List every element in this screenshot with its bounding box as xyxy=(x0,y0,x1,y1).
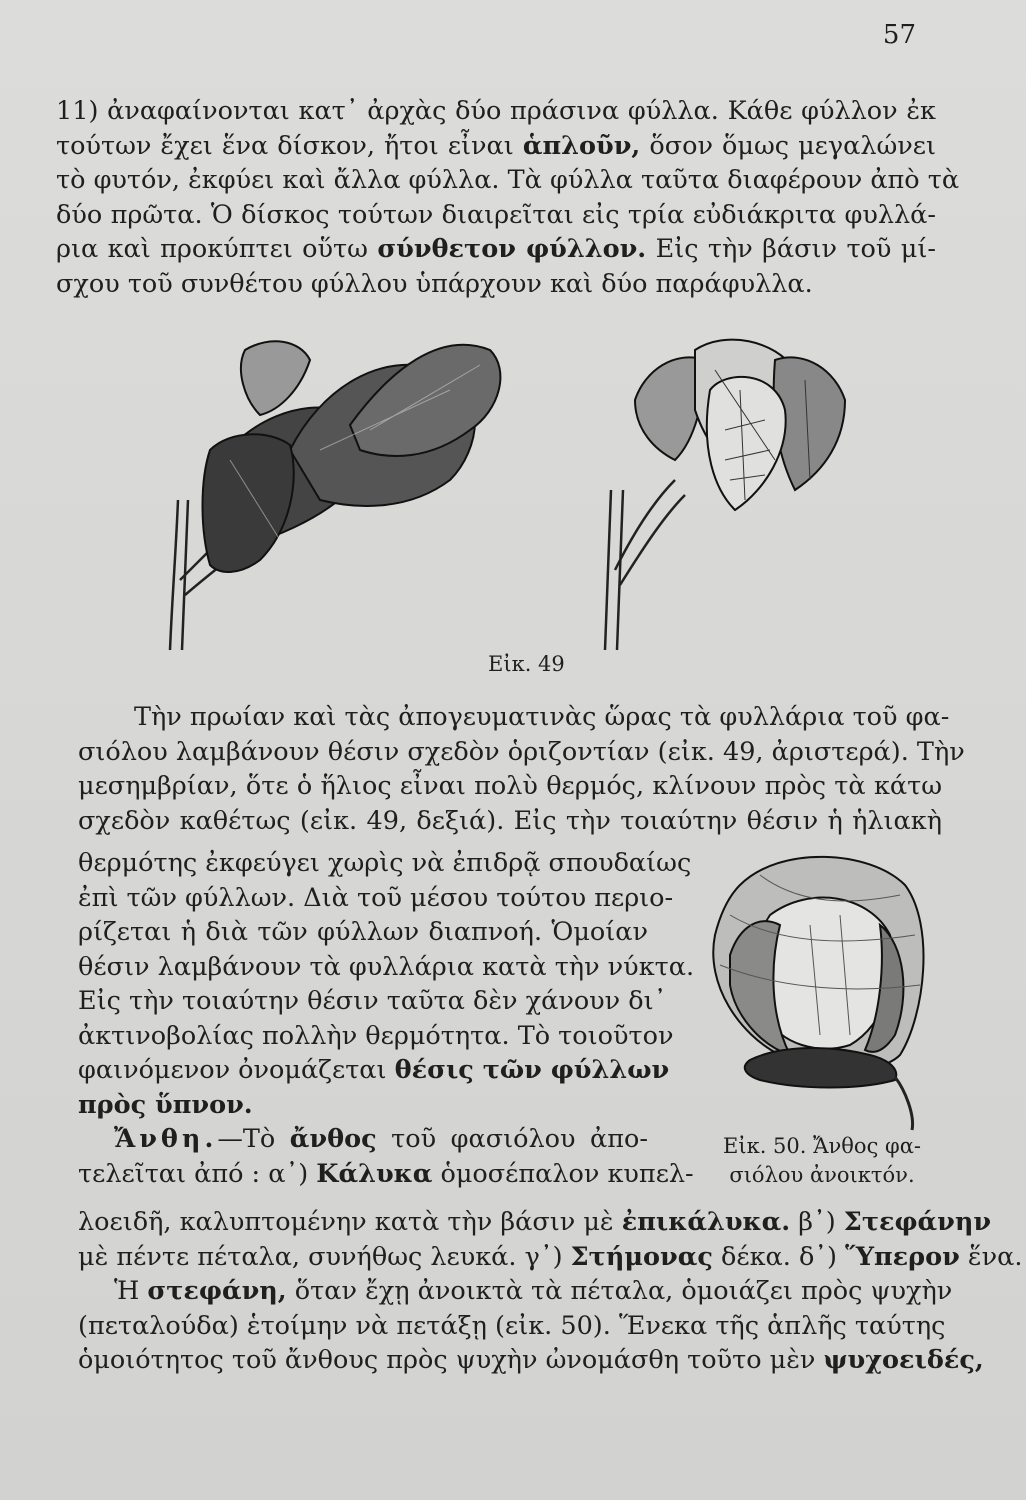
text-line: 11) ἀναφαίνονται κατ᾽ ἀρχὰς δύο πράσινα φύλλα. Κάθε φύλλον ἐκ xyxy=(56,96,936,126)
text-run: δέκα. δ᾽) xyxy=(712,1241,846,1272)
text-line xyxy=(78,1088,648,1123)
text-line xyxy=(78,1274,953,1309)
text-line xyxy=(78,1157,694,1192)
text-run: Ἡ xyxy=(114,1276,148,1306)
text-run: —Τὸ xyxy=(217,1124,290,1154)
text-run: ἕνα. xyxy=(959,1241,1023,1272)
term-compound-leaf: σύνθετον φύλλον. xyxy=(377,234,647,264)
text-line: θερμότης ἐκφεύγει χωρὶς νὰ ἐπιδρᾷ σπουδαίως xyxy=(78,848,692,878)
term-simple: ἁπλοῦν, xyxy=(522,130,641,161)
text-line: σχου τοῦ συνθέτου φύλλου ὑπάρχουν καὶ δύο παράφυλλα. xyxy=(56,268,813,299)
text-line: (πεταλούδα) ἑτοίμην νὰ πετάξῃ (εἰκ. 50). Ἕνεκα τῆς ἁπλῆς ταύτης xyxy=(78,1310,946,1341)
text-line: σιόλου λαμβάνουν θέσιν σχεδὸν ὁριζοντίαν (εἰκ. 49, ἀριστερά). Τὴν xyxy=(78,736,965,767)
text-run: τελεῖται ἀπό : α᾽) xyxy=(78,1158,317,1189)
text-line: σχεδὸν καθέτως (εἰκ. 49, δεξιά). Εἰς τὴν τοιαύτην θέσιν ἡ ἡλιακὴ xyxy=(78,805,942,836)
text-line xyxy=(78,1205,992,1240)
text-run: Εἰς τὴν βάσιν τοῦ μί- xyxy=(646,234,936,264)
text-run: τούτων ἔχει ἕνα δίσκον, ἤτοι εἶναι xyxy=(56,130,523,161)
text-line xyxy=(56,129,936,164)
text-line xyxy=(78,1122,648,1157)
term-corolla-2: στεφάνη, xyxy=(147,1276,287,1306)
term-pistil: Ὕπερον xyxy=(845,1241,960,1272)
term-stamens: Στήμονας xyxy=(570,1241,713,1272)
text-line: μεσημβρίαν, ὅτε ὁ ἥλιος εἶναι πολὺ θερμός, κλίνουν πρὸς τὰ κάτω xyxy=(78,771,942,801)
text-line: Τὴν πρωίαν καὶ τὰς ἀπογευματινὰς ὥρας τὰ φυλλάρια τοῦ φα- xyxy=(134,702,950,732)
paragraph-flower-parts xyxy=(78,1205,1023,1378)
paragraph-simple-compound-leaf xyxy=(56,94,960,301)
figure-50-flower-illustration xyxy=(700,845,940,1135)
text-run: ὅσον ὅμως μεγαλώνει xyxy=(640,130,936,161)
figure-49-caption: Εἰκ. 49 xyxy=(488,652,565,676)
page-number: 57 xyxy=(882,20,916,50)
text-line xyxy=(56,232,936,267)
figure-49-left-illustration xyxy=(150,330,520,660)
text-line xyxy=(78,1053,670,1088)
text-line: ἀκτινοβολίας πολλὴν θερμότητα. Τὸ τοιοῦτον xyxy=(78,1020,674,1051)
text-run: ρια καὶ προκύπτει οὕτω xyxy=(56,234,378,264)
text-run: ὅταν ἔχῃ ἀνοικτὰ τὰ πέταλα, ὁμοιάζει πρὸς ψυχὴν xyxy=(286,1276,953,1306)
text-run: ὁμοιότητος τοῦ ἄνθους πρὸς ψυχὴν ὠνομάσθη τοῦτο μὲν xyxy=(78,1345,824,1375)
text-run: μὲ πέντε πέταλα, συνήθως λευκά. γ᾽) xyxy=(78,1241,571,1272)
text-run: τοῦ φασιόλου ἀπο- xyxy=(376,1124,649,1154)
term-sleep-position-end: πρὸς ὕπνον. xyxy=(78,1089,253,1120)
term-papilionaceous: ψυχοειδές, xyxy=(823,1345,984,1375)
caption-line: σιόλου ἀνοικτόν. xyxy=(729,1163,915,1187)
text-line: ρίζεται ἡ διὰ τῶν φύλλων διαπνοή. Ὁμοίαν xyxy=(78,917,648,947)
text-line: θέσιν λαμβάνουν τὰ φυλλάρια κατὰ τὴν νύκτα. xyxy=(78,951,695,982)
text-line: δύο πρῶτα. Ὁ δίσκος τούτων διαιρεῖται εἰς τρία εὐδιάκριτα φυλλά- xyxy=(56,199,936,230)
term-corolla: Στεφάνην xyxy=(843,1207,992,1237)
term-calyx: Κάλυκα xyxy=(316,1158,433,1189)
paragraph-sleep-position xyxy=(78,846,695,1191)
heading-flowers: Ἄνθη. xyxy=(114,1124,218,1154)
text-run: β᾽) xyxy=(790,1207,844,1237)
term-sleep-position: θέσις τῶν φύλλων xyxy=(394,1055,670,1085)
figure-50-caption xyxy=(702,1132,942,1190)
text-line: Εἰς τὴν τοιαύτην θέσιν ταῦτα δὲν χάνουν δι᾽ xyxy=(78,986,667,1016)
text-run: λοειδῆ, καλυπτομένην κατὰ τὴν βάσιν μὲ xyxy=(78,1207,622,1237)
text-run: φαινόμενον ὀνομάζεται xyxy=(78,1055,395,1085)
text-line xyxy=(78,1240,1023,1275)
paragraph-leaf-position xyxy=(78,700,965,838)
term-epicalyx: ἐπικάλυκα. xyxy=(621,1207,791,1237)
text-run: ὁμοσέπαλον κυπελ- xyxy=(432,1158,694,1189)
term-flower: ἄνθος xyxy=(289,1124,377,1154)
text-line xyxy=(78,1343,984,1378)
caption-line: Εἰκ. 50. Ἄνθος φα- xyxy=(723,1134,921,1158)
text-line: τὸ φυτόν, ἐκφύει καὶ ἄλλα φύλλα. Τὰ φύλλα ταῦτα διαφέρουν ἀπὸ τὰ xyxy=(56,165,960,195)
text-line: ἐπὶ τῶν φύλλων. Διὰ τοῦ μέσου τούτου περιο- xyxy=(78,882,674,913)
figure-49-right-illustration xyxy=(575,330,885,660)
